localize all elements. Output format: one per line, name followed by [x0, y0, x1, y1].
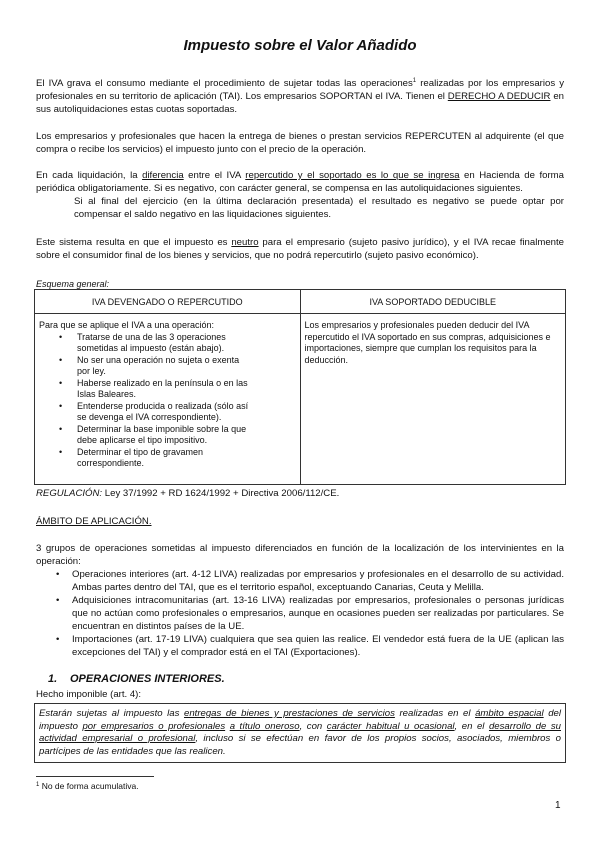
intro-p5-text-a: Este sistema resulta en que el impuesto es — [36, 237, 232, 248]
list-item: • Operaciones interiores (art. 4-12 LIVA) realizadas por empresarios y profesionales en el desarrollo de su actividad. Ambas partes dentro del TAI, que es el territorio español, exceptuando Canarias, Ceuta y Melilla. — [36, 568, 564, 594]
regulacion-label: REGULACIÓN: — [36, 488, 103, 499]
operations-list — [36, 568, 564, 659]
quote-text: realizadas en el — [394, 708, 476, 719]
quote-text: Estarán sujetas al impuesto las — [39, 708, 184, 719]
section-heading — [48, 673, 225, 685]
footnote-separator — [36, 776, 154, 777]
footnote-marker: 1 — [36, 782, 40, 788]
schema-cell-soportado: Los empresarios y profesionales pueden deducir del IVA repercutido el IVA soportado en sus compras, adquisiciones e importaciones, siempre que cumplan los requisitos para la deducción. — [300, 314, 566, 485]
footnote-text: No de forma acumulativa. — [39, 781, 139, 791]
quote-text: , en el — [454, 720, 489, 732]
regulacion-text: Ley 37/1992 + RD 1624/1992 + Directiva 2006/112/CE. — [102, 488, 340, 499]
schema-header-devengado: IVA DEVENGADO O REPERCUTIDO — [35, 290, 301, 314]
schema-table — [34, 289, 566, 485]
ambito-heading: ÁMBITO DE APLICACIÓN. — [36, 516, 152, 527]
regulacion-line — [36, 488, 339, 499]
intro-p1-text-c: en sus autoliquidaciones estas cuotas soportadas. — [36, 91, 564, 115]
footnote-ref[interactable]: 1 — [412, 78, 417, 84]
quote-text: , con — [299, 720, 327, 732]
quote-underline: entregas de bienes y prestaciones de servicios — [183, 708, 395, 719]
footnote — [36, 781, 139, 791]
hecho-imponible-quote — [34, 703, 566, 763]
quote-underline: ámbito espacial — [475, 708, 544, 719]
intro-p3-text-c: en Hacienda de forma periódica obligatoriamente. Si es negativo, con carácter general, se compensa en las autoliquidaciones siguientes. — [36, 170, 565, 194]
intro-paragraph-4: Si al final del ejercicio (en la última declaración presentada) el resultado es negativo se puede optar por compensar el saldo negativo en las liquidaciones siguientes. — [74, 196, 564, 220]
intro-p1-text-a: El IVA grava el consumo mediante el procedimiento de sujetar todas las operaciones — [36, 78, 413, 89]
quote-underline: carácter habitual u ocasional — [326, 720, 455, 732]
intro-p3-underline-2: repercutido y el soportado es lo que se ingresa — [245, 170, 460, 181]
schema-col1-intro: Para que se aplique el IVA a una operación: — [39, 320, 214, 330]
list-item: • Adquisiciones intracomunitarias (art. 13-16 LIVA) realizadas por empresarios, profesionales o personas jurídicas que no actúan como profesionales o empresarios, aunque en ocasiones pueden ser realizadas por particulares. Se encuentran en distintos países de la UE. — [36, 594, 564, 633]
list-item: • Importaciones (art. 17-19 LIVA) cualquiera que sea quien las realice. El vendedor está fuera de la UE (aplican las excepciones del TAI) y el comprador está en el TAI (Exportaciones). — [36, 633, 564, 659]
hecho-imponible-label: Hecho imponible (art. 4): — [36, 689, 142, 700]
page-title: Impuesto sobre el Valor Añadido — [183, 37, 417, 54]
quote-underline: a título oneroso — [229, 720, 300, 732]
intro-p3-text-a: En cada liquidación, la — [36, 170, 143, 181]
list-item: • Entenderse producida o realizada (sólo así se devenga el IVA correspondiente). — [39, 401, 252, 424]
quote-underline: por empresarios o profesionales — [82, 720, 226, 732]
intro-p5-text-b: para el empresario (sujeto pasivo jurídico), y el IVA recae finalmente sobre el consumidor final de los bienes y servicios, que no podrá repercutirlo (sujeto pasivo económico). — [36, 237, 564, 261]
quote-text: del impuesto — [39, 708, 562, 732]
quote-text: , incluso si se efectúan en favor de los propios socios, asociados, miembros o partícipes de las entidades que las realicen. — [39, 733, 562, 757]
intro-paragraph-5 — [36, 236, 564, 262]
intro-p1-text-b: realizadas por los empresarios y profesionales en su territorio de aplicación (TAI). Los empresarios SOPORTAN el IVA. Tienen el — [36, 78, 564, 102]
list-item: • No ser una operación no sujeta o exenta por ley. — [39, 355, 252, 378]
schema-label: Esquema general: — [36, 279, 110, 289]
intro-paragraph-1 — [36, 77, 564, 116]
list-item: • Haberse realizado en la península o en las Islas Baleares. — [39, 378, 252, 401]
list-item: • Tratarse de una de las 3 operaciones sometidas al impuesto (están abajo). — [39, 332, 252, 355]
condition-list — [39, 332, 296, 470]
page-number: 1 — [555, 800, 561, 811]
schema-cell-devengado — [35, 314, 301, 485]
intro-p1-underline: DERECHO A DEDUCIR — [447, 91, 551, 102]
intro-p5-underline: neutro — [231, 237, 259, 248]
intro-paragraph-2: Los empresarios y profesionales que hacen la entrega de bienes o prestan servicios REPERCUTEN al adquirente (el que compra o recibe los servicios) el impuesto junto con el precio de la operación. — [36, 131, 564, 155]
intro-p3-text-b: entre el IVA — [183, 170, 246, 181]
ambito-intro: 3 grupos de operaciones sometidas al impuesto diferenciados en función de la localización de los intervinientes en la operación: — [36, 543, 564, 567]
intro-paragraph-3 — [36, 169, 564, 195]
section-title: OPERACIONES INTERIORES. — [70, 673, 225, 685]
section-number: 1. — [48, 673, 58, 685]
list-item: • Determinar la base imponible sobre la que debe aplicarse el tipo impositivo. — [39, 424, 252, 447]
quote-underline: desarrollo de su actividad empresarial o profesional — [39, 720, 561, 744]
list-item: • Determinar el tipo de gravamen correspondiente. — [39, 447, 252, 470]
intro-p3-underline-1: diferencia — [142, 170, 184, 181]
schema-header-soportado: IVA SOPORTADO DEDUCIBLE — [300, 290, 566, 314]
